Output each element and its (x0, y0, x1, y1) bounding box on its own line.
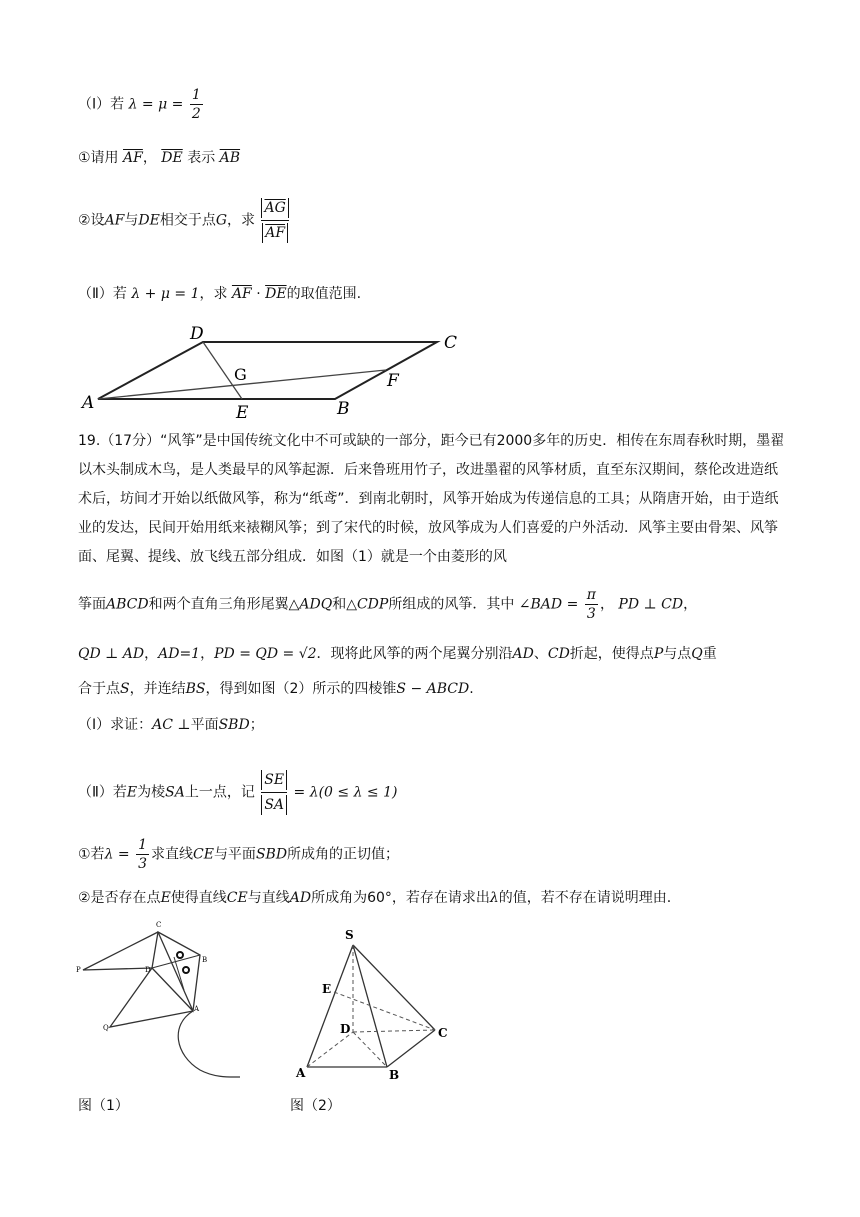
edge-ad: AD (512, 646, 534, 662)
ratio-fraction (261, 196, 288, 245)
q2-text: 相交于点 (159, 212, 216, 229)
vector-de: $\overline{DE}$ (265, 286, 287, 302)
q19-text: ①若 (78, 846, 105, 863)
subquestion-1 (78, 148, 240, 168)
label-a: A (82, 393, 95, 413)
fraction-numerator: 1 (138, 837, 147, 853)
q19-line4 (78, 679, 474, 699)
lambda-value: λ = (104, 846, 135, 863)
vector-ab: $\overline{AB}$ (219, 150, 241, 166)
vector-af: $\overline{AF}$ (231, 286, 252, 302)
kite-crossbar (152, 955, 200, 968)
q2-text: ，求 (227, 212, 256, 229)
ad-length: AD=1 (158, 646, 201, 662)
q19-text: 与点 (663, 646, 692, 662)
se-over-sa (261, 768, 287, 817)
edge-sa (307, 945, 353, 1067)
q2-segment-af: AF (104, 212, 125, 229)
fraction-numerator: 1 (191, 87, 201, 103)
vector-af: $\overline{AF}$ (123, 150, 143, 166)
q1-prefix: ①请用 (78, 150, 119, 166)
q2-text: 与 (124, 212, 139, 229)
label-a: A (296, 1066, 306, 1080)
kite-figure (70, 915, 250, 1085)
point-e: E (160, 890, 171, 906)
q19-text: 折起，使得点 (569, 646, 654, 662)
dot-operator: · (256, 286, 261, 302)
figure-1-caption: 图（1） (78, 1098, 129, 1114)
fraction-denominator: 2 (191, 106, 201, 122)
part1-condition: λ = μ = (128, 96, 188, 113)
q19-text: ， (599, 596, 614, 613)
line-ce: CE (193, 846, 214, 863)
label-c: C (438, 1026, 448, 1040)
label-b: B (389, 1068, 400, 1082)
q1-mid: 表示 (187, 150, 216, 166)
fraction-denominator: 3 (138, 856, 147, 872)
label-d: D (340, 1022, 351, 1036)
part2-condition: λ + μ = 1 (131, 286, 200, 302)
angle-bad: ∠BAD = (518, 596, 583, 613)
one-third (136, 836, 149, 873)
q1-sep: ， (142, 150, 157, 166)
point-q: Q (691, 646, 703, 662)
q19-text: ， (144, 646, 159, 662)
vector-de: $\overline{DE}$ (161, 150, 183, 166)
q19-text: 为棱 (137, 784, 166, 801)
q19-text: 平面 (190, 717, 219, 733)
fraction-numerator: $\overline{AG}$ (261, 198, 288, 218)
part2-text: 的取值范围. (286, 286, 362, 302)
line-ad: AD (289, 890, 312, 906)
q19-text: 与直线 (247, 890, 290, 906)
q19-text: ．现将此风筝的两个尾翼分别沿 (316, 646, 513, 662)
q19-line2 (78, 586, 697, 623)
label-d: D (145, 966, 151, 974)
part1-fraction (190, 86, 203, 123)
fraction-numerator: SE (261, 770, 287, 790)
q19-text: 与平面 (213, 846, 256, 863)
q19-intro: 19.（17分）“风筝”是中国传统文化中不可或缺的一部分，距今已有2000多年的历史．相传在东周春秋时期，墨翟以木头制成木鸟，是人类最早的风筝起源．后来鲁班用竹子，改进墨翟的风筝材质，直至东汉期间，蔡伦改进造纸术后，坊间才开始以纸做风筝，称为“纸鸢”．到南北朝时，风筝开始成为传递信息的工具；从隋唐开始，由于造纸业的发达，民间开始用纸来裱糊风筝；到了宋代的时候，放风筝成为人们喜爱的户外活动．风筝主要由骨架、风筝面、尾翼、提线、放飞线五部分组成．如图（1）就是一个由菱形的风 (78, 433, 785, 565)
q19-text: ②是否存在点 (78, 890, 161, 906)
part2-line (78, 284, 361, 304)
q19-text: 使得直线 (170, 890, 227, 906)
rhombus-abcd: ABCD (106, 596, 149, 613)
label-b: B (202, 956, 208, 964)
label-g: G (234, 365, 247, 384)
q19-text: 所组成的风筝．其中 (388, 596, 515, 613)
part1-line (78, 86, 205, 123)
label-e: E (322, 982, 332, 996)
edge-bc (387, 1030, 435, 1067)
q19-text: ，并连结 (129, 681, 186, 697)
triangle-cdp-tail (83, 932, 158, 970)
edge-cd: CD (547, 646, 570, 662)
lambda-range: = λ(0 ≤ λ ≤ 1) (289, 784, 398, 801)
q19-part1 (78, 715, 264, 735)
pyramid-figure (290, 925, 460, 1085)
pd-qd-length: PD = QD = √2 (214, 646, 317, 662)
q19-text: 所成角为60°，若存在请求出 (311, 890, 490, 906)
point-e: E (126, 784, 138, 801)
label-q: Q (103, 1024, 109, 1032)
q19-sub1 (78, 836, 399, 873)
kite-eye-icon (183, 967, 189, 973)
q19-text: 上一点，记 (184, 784, 255, 801)
fraction-denominator: SA (261, 795, 287, 815)
figure-2-caption: 图（2） (290, 1098, 341, 1114)
point-s: S (120, 681, 130, 697)
q2-segment-de: DE (138, 212, 160, 229)
q19-text: ； (249, 717, 264, 733)
q19-part2-label: （Ⅱ）若 (78, 784, 127, 801)
point-p: P (653, 646, 664, 662)
q19-text: . (469, 681, 474, 697)
part1-label: （Ⅰ）若 (78, 96, 125, 113)
q19-text: 求直线 (151, 846, 193, 863)
kite-eye-icon (177, 952, 183, 958)
kite-string (178, 1011, 240, 1077)
q19-text: 、 (533, 646, 548, 662)
q19-text: 的值，若不存在请说明理由. (498, 890, 672, 906)
ac-perp: AC ⊥ (152, 717, 191, 733)
label-e: E (236, 403, 249, 422)
subquestion-2 (78, 196, 291, 245)
part2-text: ，求 (199, 286, 228, 302)
q19-text: 筝面 (78, 596, 106, 613)
fraction-numerator: π (586, 587, 596, 603)
label-s: S (345, 928, 354, 942)
q19-sub2 (78, 888, 671, 908)
pi-over-3 (585, 586, 598, 623)
fraction-denominator: 3 (586, 606, 596, 622)
q19-part2 (78, 768, 397, 817)
q19-line3 (78, 644, 717, 664)
qd-perp-ad: QD ⊥ AD (78, 646, 145, 662)
segment-bs: BS (185, 681, 206, 697)
triangle-cdp: △CDP (346, 596, 389, 613)
q2-prefix: ②设 (78, 212, 105, 229)
q19-text: 重 (702, 646, 717, 662)
fraction-denominator: AF (262, 223, 288, 243)
edge-sa: SA (165, 784, 185, 801)
plane-sbd: SBD (218, 717, 250, 733)
q19-text: 和两个直角三角形尾翼 (148, 596, 289, 613)
plane-sbd: SBD (255, 846, 288, 863)
label-f: F (387, 371, 399, 391)
q19-text: 和 (332, 596, 347, 613)
q19-text: ， (200, 646, 215, 662)
label-d: D (190, 324, 204, 344)
label-a: A (194, 1005, 200, 1013)
pd-perp-cd: PD ⊥ CD (618, 596, 684, 613)
label-p: P (76, 966, 81, 974)
parallelogram-figure (70, 322, 470, 422)
label-c: C (444, 333, 458, 353)
label-c: C (156, 921, 162, 929)
kite-spine (174, 957, 184, 990)
lambda-symbol: λ (489, 890, 499, 906)
q2-point-g: G (215, 212, 228, 229)
q19-text: 合于点 (78, 681, 120, 697)
pyramid-s-abcd: S − ABCD (396, 681, 470, 697)
q19-text: ，得到如图（2）所示的四棱锥 (205, 681, 397, 697)
line-ce: CE (226, 890, 248, 906)
q19-text: ， (683, 596, 698, 613)
q19-text: 所成角的正切值； (287, 846, 400, 863)
edge-dc (353, 1030, 435, 1032)
q19-part1-label: （Ⅰ）求证： (78, 717, 153, 733)
part2-label: （Ⅱ）若 (78, 286, 127, 302)
label-b: B (337, 399, 350, 419)
triangle-adq: △ADQ (288, 596, 333, 613)
